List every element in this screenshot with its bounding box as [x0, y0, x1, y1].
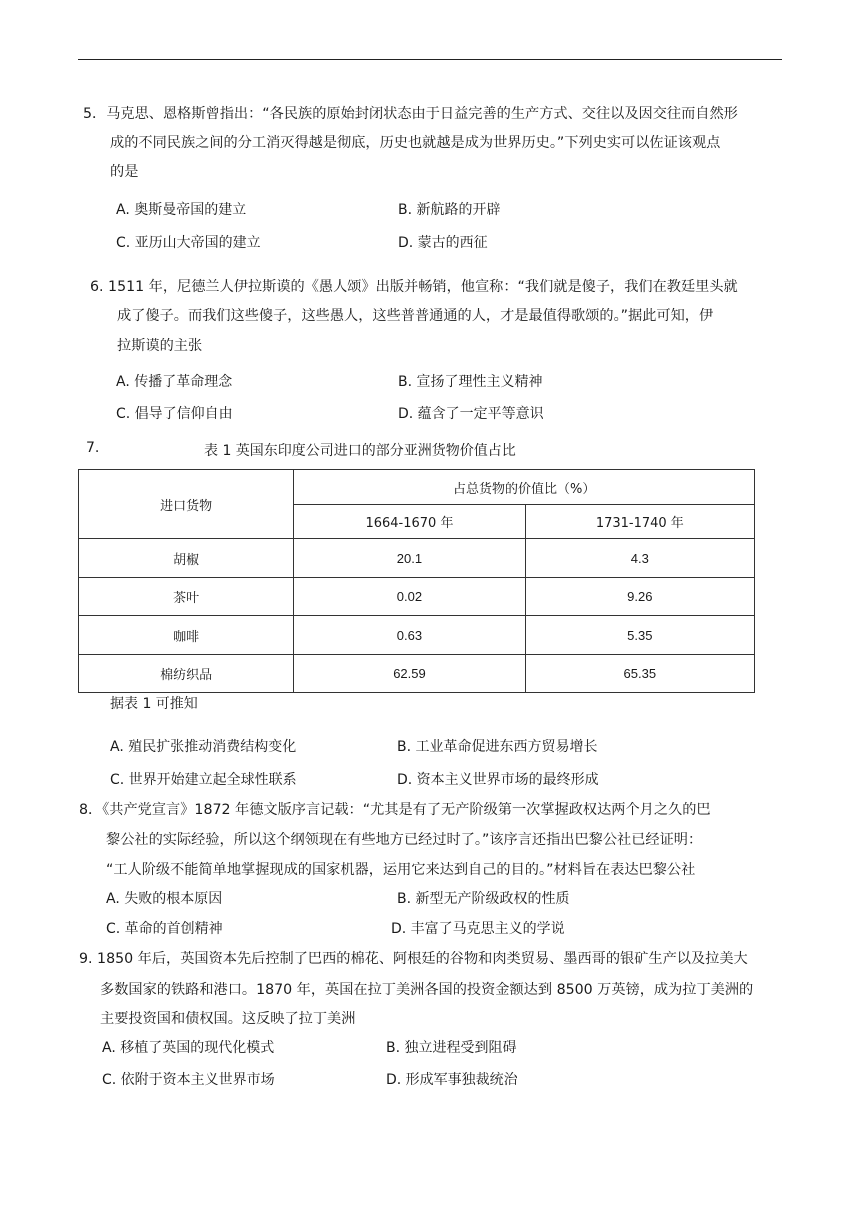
- question-stem-line: 主要投资国和债权国。这反映了拉丁美洲: [100, 1011, 356, 1027]
- table-cell: 20.1: [294, 539, 525, 578]
- header-rule: [78, 59, 782, 60]
- table-cell: 9.26: [525, 578, 754, 616]
- table-cell: 62.59: [294, 655, 525, 693]
- row-label: 茶叶: [79, 578, 294, 616]
- group-header: 占总货物的价值比（%）: [294, 470, 755, 505]
- question-stem-line: “工人阶级不能简单地掌握现成的国家机器，运用它来达到自己的目的。”材料旨在表达巴黎公社: [106, 862, 696, 878]
- option-d[interactable]: D. 形成军事独裁统治: [386, 1072, 518, 1088]
- option-d[interactable]: D. 蕴含了一定平等意识: [398, 406, 544, 422]
- option-b[interactable]: B. 新型无产阶级政权的性质: [397, 891, 570, 907]
- table-row: [79, 655, 755, 693]
- option-b[interactable]: B. 工业革命促进东西方贸易增长: [397, 739, 598, 755]
- option-a[interactable]: A. 殖民扩张推动消费结构变化: [110, 739, 297, 755]
- table-cell: 0.02: [294, 578, 525, 616]
- row-header: 进口货物: [79, 470, 294, 539]
- question-stem-line: 拉斯谟的主张: [117, 338, 203, 354]
- row-label: 棉纺织品: [79, 655, 294, 693]
- option-b[interactable]: B. 新航路的开辟: [398, 202, 501, 218]
- table-cell: 0.63: [294, 616, 525, 655]
- option-c[interactable]: C. 依附于资本主义世界市场: [102, 1072, 275, 1088]
- option-c[interactable]: C. 革命的首创精神: [106, 921, 223, 937]
- option-a[interactable]: A. 传播了革命理念: [116, 374, 233, 390]
- option-d[interactable]: D. 资本主义世界市场的最终形成: [397, 772, 599, 788]
- row-label: 胡椒: [79, 539, 294, 578]
- question-stem: 据表 1 可推知: [110, 696, 198, 712]
- column-header: 1731-1740 年: [525, 505, 754, 539]
- question-stem-line: 的是: [110, 164, 139, 180]
- option-a[interactable]: A. 失败的根本原因: [106, 891, 223, 907]
- option-d[interactable]: D. 蒙古的西征: [398, 235, 488, 251]
- data-table: [78, 469, 755, 693]
- table-row: [79, 578, 755, 616]
- option-c[interactable]: C. 世界开始建立起全球性联系: [110, 772, 297, 788]
- question-stem-line: 黎公社的实际经验，所以这个纲领现在有些地方已经过时了。”该序言还指出巴黎公社已经证明：: [106, 832, 703, 848]
- table-row: [79, 616, 755, 655]
- table-caption: 表 1 英国东印度公司进口的部分亚洲货物价值占比: [204, 443, 516, 459]
- question-stem-line: 5．马克思、恩格斯曾指出：“各民族的原始封闭状态由于日益完善的生产方式、交往以及因交往而自然形: [83, 106, 738, 122]
- option-d[interactable]: D. 丰富了马克思主义的学说: [391, 921, 565, 937]
- question-stem-line: 成的不同民族之间的分工消灭得越是彻底，历史也就越是成为世界历史。”下列史实可以佐证该观点: [110, 135, 721, 151]
- question-stem-line: 6. 1511 年，尼德兰人伊拉斯谟的《愚人颂》出版并畅销，他宣称：“我们就是傻子，我们在教廷里头就: [90, 279, 738, 295]
- table-cell: 65.35: [525, 655, 754, 693]
- option-a[interactable]: A. 奥斯曼帝国的建立: [116, 202, 247, 218]
- option-c[interactable]: C. 亚历山大帝国的建立: [116, 235, 261, 251]
- option-c[interactable]: C. 倡导了信仰自由: [116, 406, 233, 422]
- question-stem-line: 成了傻子。而我们这些傻子，这些愚人，这些普普通通的人，才是最值得歌颂的。”据此可知，伊: [117, 308, 714, 324]
- table-row: [79, 539, 755, 578]
- question-stem-line: 多数国家的铁路和港口。1870 年，英国在拉丁美洲各国的投资金额达到 8500 万英镑，成为拉丁美洲的: [100, 982, 754, 998]
- question-number: 7.: [86, 440, 100, 456]
- row-label: 咖啡: [79, 616, 294, 655]
- option-a[interactable]: A. 移植了英国的现代化模式: [102, 1040, 275, 1056]
- table-cell: 4.3: [525, 539, 754, 578]
- column-header: 1664-1670 年: [294, 505, 525, 539]
- question-stem-line: 9. 1850 年后，英国资本先后控制了巴西的棉花、阿根廷的谷物和肉类贸易、墨西哥的银矿生产以及拉美大: [79, 951, 748, 967]
- option-b[interactable]: B. 宣扬了理性主义精神: [398, 374, 543, 390]
- table-cell: 5.35: [525, 616, 754, 655]
- question-stem-line: 8．《共产党宣言》1872 年德文版序言记载：“尤其是有了无产阶级第一次掌握政权达两个月之久的巴: [79, 802, 711, 818]
- option-b[interactable]: B. 独立进程受到阻碍: [386, 1040, 517, 1056]
